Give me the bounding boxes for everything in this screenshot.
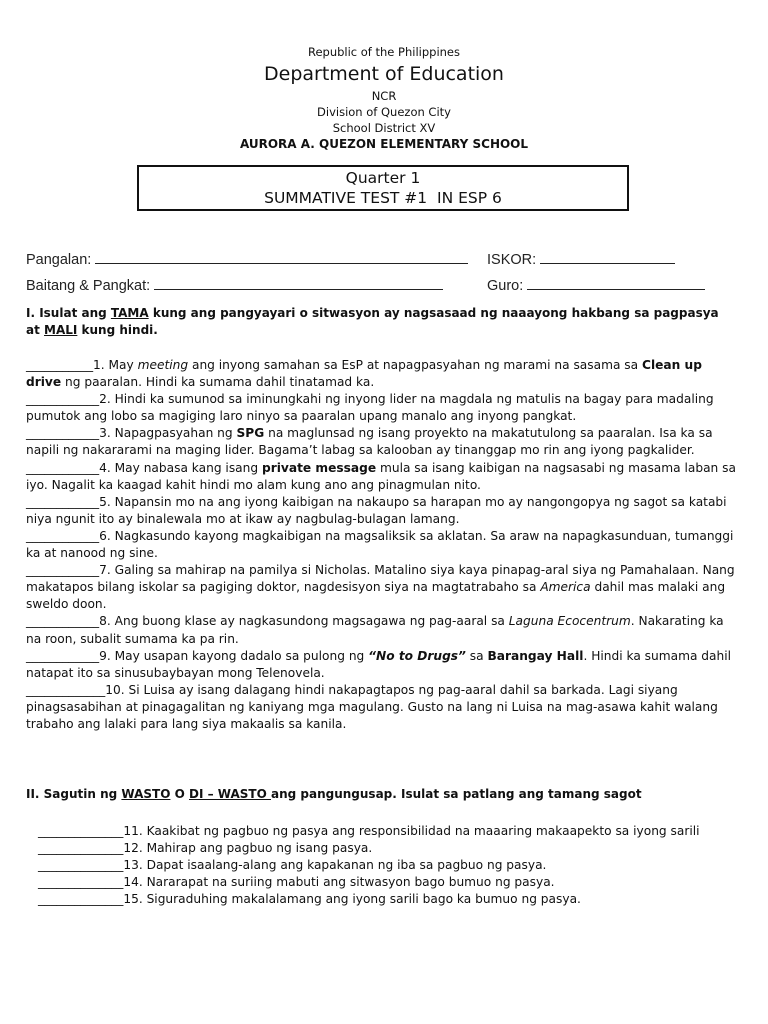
region-line: NCR xyxy=(371,89,397,103)
item-12: ______________12. Mahirap ang pagbuo ng isang pasya. xyxy=(38,841,373,856)
item-6: ____________6. Nagkasundo kayong magkaibigan na magsaliksik sa aklatan. Sa araw na napagkasunduan, tumanggi ka at nanood ng sine. xyxy=(26,528,734,561)
teacher-field xyxy=(487,276,705,294)
name-line xyxy=(95,250,468,264)
score-label: ISKOR: xyxy=(487,252,537,268)
item-15: ______________15. Siguraduhing makalalamang ang iyong sarili bago ka bumuo ng pasya. xyxy=(38,892,581,907)
part2-instructions: II. Sagutin ng WASTO O DI – WASTO ang pangungusap. Isulat sa patlang ang tamang sagot xyxy=(26,787,642,801)
item-5: ____________5. Napansin mo na ang iyong kaibigan na nakaupo sa harapan mo ay nangongopya ng sagot sa katabi niya ngunit ito ay binalewala mo at ikaw ay nagbulag-bulagan lamang. xyxy=(26,494,727,526)
item-14: ______________14. Nararapat na suriing mabuti ang sitwasyon bago bumuo ng pasya. xyxy=(38,875,555,890)
item-7: ____________7. Galing sa mahirap na pamilya si Nicholas. Matalino siya kaya pinapag-aral siya ng Pamahalaan. Nang makatapos bilang iskolar sa pagiging doktor, nagdesisyon siya na magtatrabaho sa America dahil mas malaki ang sweldo doon. xyxy=(26,563,735,612)
item-2: ____________2. Hindi ka sumunod sa iminungkahi ng inyong lider na magdala ng matulis na bagay para madaling pumutok ang lobo sa magiging laro ninyo sa paaralan upang manalo ang inyong pangkat. xyxy=(26,392,714,424)
item-9: ____________9. May usapan kayong dadalo sa pulong ng “No to Drugs” sa Barangay Hall. Hindi ka sumama dahil natapat ito sa sinusubaybayan mong Telenovela. xyxy=(26,648,731,680)
item-11: ______________11. Kaakibat ng pagbuo ng pasya ang responsibilidad na maaaring makaapekto sa iyong sarili xyxy=(38,824,700,838)
item-1: ___________1. May meeting ang inyong samahan sa EsP at napagpasyahan ng marami na sasama sa Clean up drive ng paaralan. Hindi ka sumama dahil tinatamad ka. xyxy=(26,358,702,390)
name-field xyxy=(26,250,468,268)
item-8: ____________8. Ang buong klase ay nagkasundong magsagawa ng pag-aaral sa Laguna Ecocentrum. Nakarating ka na roon, subalit sumama ka pa rin. xyxy=(26,614,724,646)
grade-field xyxy=(26,276,443,294)
teacher-line xyxy=(527,276,705,290)
test-title: SUMMATIVE TEST #1 IN ESP 6 xyxy=(264,189,502,207)
part1-items xyxy=(26,357,738,733)
part1-instructions: I. Isulat ang TAMA kung ang pangyayari o sitwasyon ay nagsasaad ng naaayong hakbang sa pagpasya at MALI kung hindi. xyxy=(26,306,719,337)
quarter-label: Quarter 1 xyxy=(345,169,421,187)
division-line: Division of Quezon City xyxy=(317,105,451,119)
grade-label: Baitang & Pangkat: xyxy=(26,278,151,294)
score-line xyxy=(540,250,675,264)
republic-line: Republic of the Philippines xyxy=(307,45,461,59)
item-3: ____________3. Napagpasyahan ng SPG na maglunsad ng isang proyekto na makatutulong sa paaralan. Isa ka sa napili ng nakararami na maging lider. Bagama’t labag sa kalooban ay tinanggap mo rin ang iyong pagkalider. xyxy=(26,426,713,458)
district-line: School District XV xyxy=(332,121,436,135)
teacher-label: Guro: xyxy=(487,278,524,294)
name-label: Pangalan: xyxy=(26,252,92,268)
part2-items xyxy=(38,823,728,908)
item-4: ____________4. May nabasa kang isang private message mula sa isang kaibigan na nagsasabi ng masama laban sa iyo. Nagalit ka kaagad kahit hindi mo alam kung ano ang pinagmulan nito. xyxy=(26,460,736,492)
school-name: AURORA A. QUEZON ELEMENTARY SCHOOL xyxy=(239,137,529,151)
title-box xyxy=(137,165,629,211)
item-10: _____________10. Si Luisa ay isang dalagang hindi nakapagtapos ng pag-aaral dahil sa barkada. Lagi siyang pinagsasabihan at pinagagalitan ng kaniyang mga magulang. Gusto na lang ni Luisa na mag-asawa kahit walang trabaho ang lalaki para lang siya makaalis sa kanila. xyxy=(26,682,718,731)
grade-line xyxy=(154,276,443,290)
item-13: ______________13. Dapat isaalang-alang ang kapakanan ng iba sa pagbuo ng pasya. xyxy=(38,858,547,873)
department-title: Department of Education xyxy=(264,63,504,85)
score-field xyxy=(487,250,675,268)
